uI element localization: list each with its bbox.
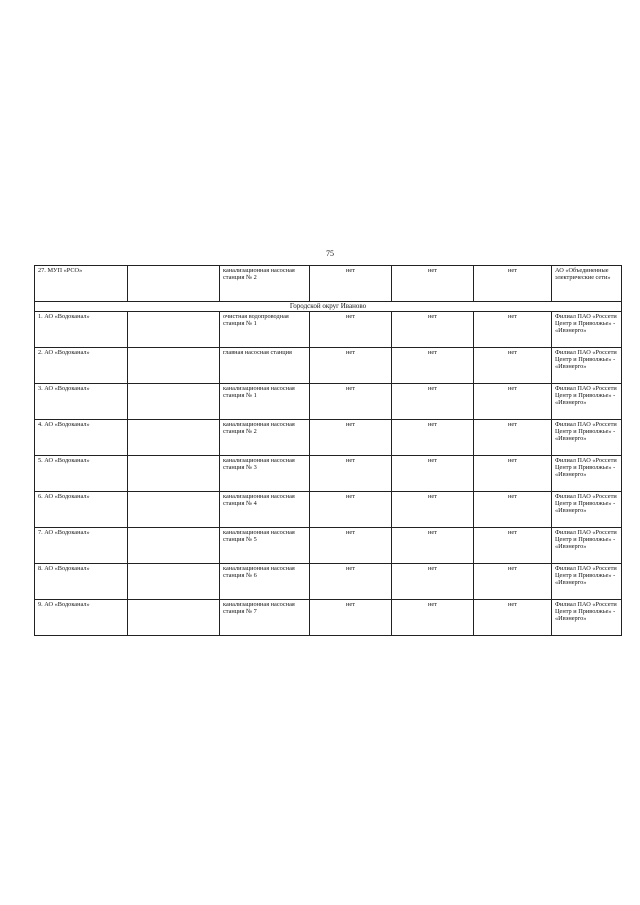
value-cell: нет (310, 348, 392, 384)
empty-cell (128, 348, 220, 384)
empty-cell (128, 420, 220, 456)
value-cell: нет (392, 384, 474, 420)
facility-cell: канализационная насосная станция № 2 (220, 266, 310, 302)
value-cell: нет (392, 492, 474, 528)
empty-cell (128, 492, 220, 528)
value-cell: нет (392, 528, 474, 564)
value-cell: нет (474, 384, 552, 420)
table-row (35, 384, 622, 420)
value-cell: нет (392, 420, 474, 456)
table-row (35, 564, 622, 600)
supplier-cell: Филиал ПАО «Россети Центр и Приволжье» - «Ивэнерго» (552, 564, 622, 600)
facility-cell: главная насосная станция (220, 348, 310, 384)
value-cell: нет (392, 600, 474, 636)
org-cell: 2. АО «Водоканал» (35, 348, 128, 384)
value-cell: нет (392, 456, 474, 492)
section-row (35, 302, 622, 312)
value-cell: нет (474, 600, 552, 636)
section-title: Городской округ Иваново (35, 302, 622, 312)
value-cell: нет (392, 564, 474, 600)
facility-cell: канализационная насосная станция № 1 (220, 384, 310, 420)
table-row (35, 600, 622, 636)
value-cell: нет (310, 564, 392, 600)
value-cell: нет (392, 348, 474, 384)
value-cell: нет (474, 312, 552, 348)
table-row (35, 312, 622, 348)
supplier-cell: Филиал ПАО «Россети Центр и Приволжье» - «Ивэнерго» (552, 600, 622, 636)
value-cell: нет (474, 420, 552, 456)
supplier-cell: Филиал ПАО «Россети Центр и Приволжье» - «Ивэнерго» (552, 528, 622, 564)
table-row (35, 266, 622, 302)
empty-cell (128, 266, 220, 302)
value-cell: нет (474, 348, 552, 384)
supplier-cell: Филиал ПАО «Россети Центр и Приволжье» - «Ивэнерго» (552, 312, 622, 348)
facility-cell: канализационная насосная станция № 5 (220, 528, 310, 564)
page-number: 75 (326, 249, 334, 258)
supplier-cell: Филиал ПАО «Россети Центр и Приволжье» - «Ивэнерго» (552, 456, 622, 492)
facilities-table (34, 265, 622, 636)
empty-cell (128, 528, 220, 564)
value-cell: нет (310, 420, 392, 456)
org-cell: 4. АО «Водоканал» (35, 420, 128, 456)
org-cell: 1. АО «Водоканал» (35, 312, 128, 348)
org-cell: 9. АО «Водоканал» (35, 600, 128, 636)
value-cell: нет (474, 528, 552, 564)
empty-cell (128, 456, 220, 492)
table-row (35, 348, 622, 384)
org-cell: 3. АО «Водоканал» (35, 384, 128, 420)
table-row (35, 492, 622, 528)
org-cell: 7. АО «Водоканал» (35, 528, 128, 564)
facility-cell: очистная водопроводная станция № 1 (220, 312, 310, 348)
value-cell: нет (310, 312, 392, 348)
facility-cell: канализационная насосная станция № 6 (220, 564, 310, 600)
empty-cell (128, 312, 220, 348)
supplier-cell: Филиал ПАО «Россети Центр и Приволжье» - «Ивэнерго» (552, 348, 622, 384)
facility-cell: канализационная насосная станция № 2 (220, 420, 310, 456)
table-row (35, 456, 622, 492)
value-cell: нет (310, 266, 392, 302)
empty-cell (128, 600, 220, 636)
value-cell: нет (310, 528, 392, 564)
value-cell: нет (392, 266, 474, 302)
org-cell: 27. МУП «РСО» (35, 266, 128, 302)
org-cell: 5. АО «Водоканал» (35, 456, 128, 492)
value-cell: нет (474, 456, 552, 492)
value-cell: нет (474, 564, 552, 600)
value-cell: нет (392, 312, 474, 348)
facility-cell: канализационная насосная станция № 4 (220, 492, 310, 528)
facility-cell: канализационная насосная станция № 7 (220, 600, 310, 636)
facility-cell: канализационная насосная станция № 3 (220, 456, 310, 492)
supplier-cell: Филиал ПАО «Россети Центр и Приволжье» - «Ивэнерго» (552, 384, 622, 420)
table-row (35, 420, 622, 456)
org-cell: 6. АО «Водоканал» (35, 492, 128, 528)
value-cell: нет (474, 492, 552, 528)
supplier-cell: Филиал ПАО «Россети Центр и Приволжье» - «Ивэнерго» (552, 492, 622, 528)
value-cell: нет (310, 492, 392, 528)
org-cell: 8. АО «Водоканал» (35, 564, 128, 600)
value-cell: нет (310, 600, 392, 636)
supplier-cell: АО «Объединенные электрические сети» (552, 266, 622, 302)
empty-cell (128, 564, 220, 600)
value-cell: нет (474, 266, 552, 302)
value-cell: нет (310, 384, 392, 420)
table-row (35, 528, 622, 564)
value-cell: нет (310, 456, 392, 492)
supplier-cell: Филиал ПАО «Россети Центр и Приволжье» - «Ивэнерго» (552, 420, 622, 456)
empty-cell (128, 384, 220, 420)
